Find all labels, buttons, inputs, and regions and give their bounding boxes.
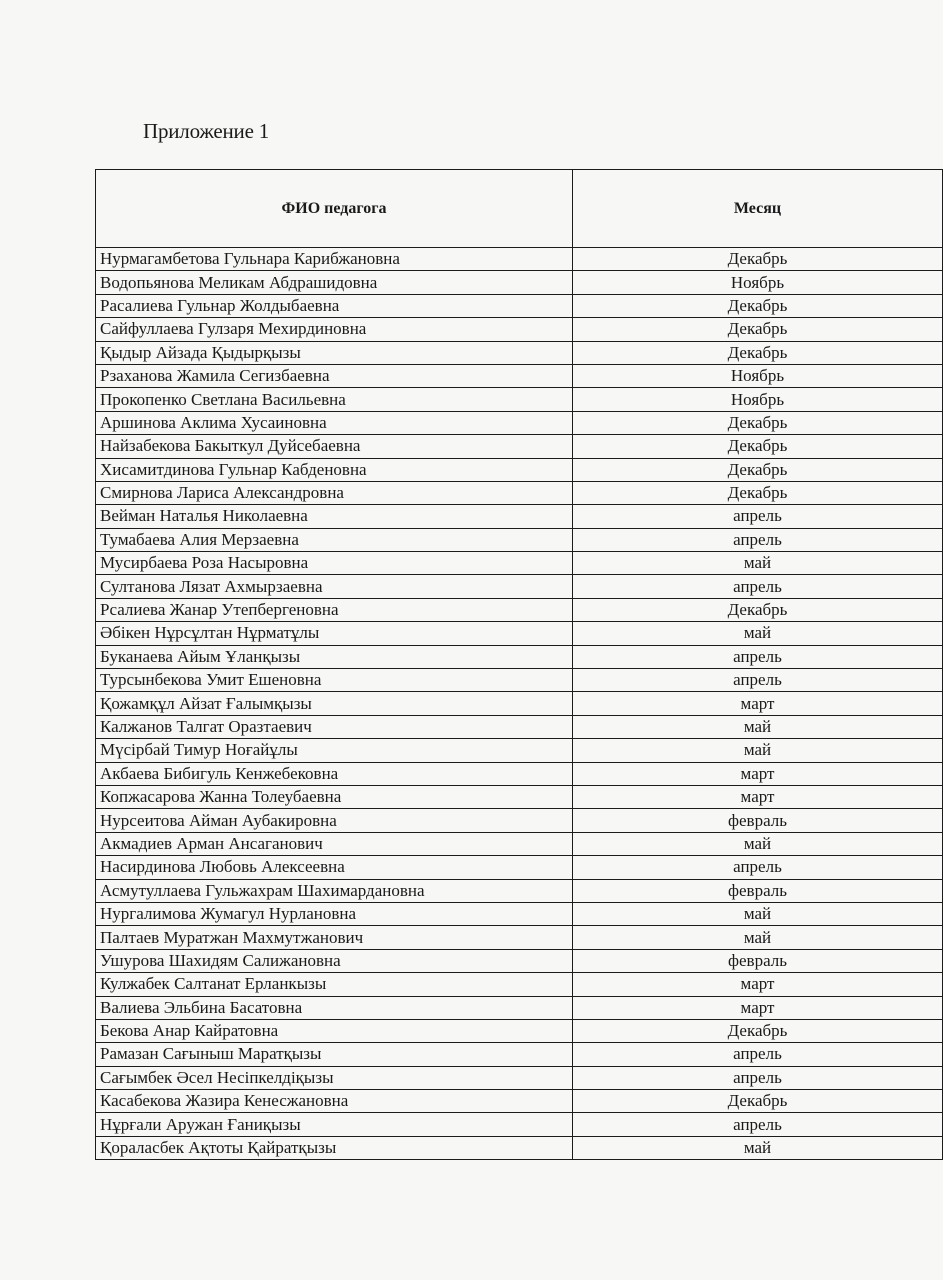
teacher-name: Ушурова Шахидям Салижановна: [96, 949, 573, 972]
table-row: [96, 575, 943, 598]
table-row: [96, 1136, 943, 1159]
table-row: [96, 926, 943, 949]
month-cell: апрель: [573, 1113, 943, 1136]
table-row: [96, 692, 943, 715]
month-cell: апрель: [573, 645, 943, 668]
header-name: ФИО педагога: [96, 170, 573, 248]
teacher-name: Рзаханова Жамила Сегизбаевна: [96, 364, 573, 387]
table-row: [96, 832, 943, 855]
month-cell: Ноябрь: [573, 388, 943, 411]
month-cell: Ноябрь: [573, 364, 943, 387]
teacher-name: Найзабекова Бакыткул Дуйсебаевна: [96, 435, 573, 458]
month-cell: март: [573, 973, 943, 996]
month-cell: Декабрь: [573, 294, 943, 317]
teacher-name: Әбікен Нұрсұлтан Нұрматұлы: [96, 622, 573, 645]
teacher-name: Расалиева Гульнар Жолдыбаевна: [96, 294, 573, 317]
teacher-name: Қораласбек Ақтоты Қайратқызы: [96, 1136, 573, 1159]
teacher-name: Асмутуллаева Гульжахрам Шахимардановна: [96, 879, 573, 902]
table-row: [96, 248, 943, 271]
month-cell: май: [573, 1136, 943, 1159]
month-cell: апрель: [573, 528, 943, 551]
table-row: [96, 879, 943, 902]
table-row: [96, 856, 943, 879]
teacher-name: Қыдыр Айзада Қыдырқызы: [96, 341, 573, 364]
table-row: [96, 528, 943, 551]
month-cell: февраль: [573, 879, 943, 902]
table-body: [96, 248, 943, 1160]
teacher-name: Тумабаева Алия Мерзаевна: [96, 528, 573, 551]
table-row: [96, 902, 943, 925]
month-cell: май: [573, 622, 943, 645]
table-row: [96, 809, 943, 832]
table-row: [96, 411, 943, 434]
teacher-name: Нурсеитова Айман Аубакировна: [96, 809, 573, 832]
table-row: [96, 645, 943, 668]
teacher-name: Нұрғали Аружан Ғаниқызы: [96, 1113, 573, 1136]
table-row: [96, 364, 943, 387]
table-row: [96, 1090, 943, 1113]
table-row: [96, 785, 943, 808]
table-row: [96, 435, 943, 458]
month-cell: Декабрь: [573, 318, 943, 341]
month-cell: май: [573, 715, 943, 738]
month-cell: март: [573, 785, 943, 808]
teacher-name: Палтаев Муратжан Махмутжанович: [96, 926, 573, 949]
month-cell: март: [573, 762, 943, 785]
table-row: [96, 294, 943, 317]
month-cell: май: [573, 926, 943, 949]
month-cell: Декабрь: [573, 341, 943, 364]
table-row: [96, 762, 943, 785]
header-month: Месяц: [573, 170, 943, 248]
teacher-name: Турсынбекова Умит Ешеновна: [96, 669, 573, 692]
teacher-name: Смирнова Лариса Александровна: [96, 481, 573, 504]
teacher-name: Рсалиева Жанар Утепбергеновна: [96, 598, 573, 621]
table-row: [96, 598, 943, 621]
month-cell: март: [573, 996, 943, 1019]
teacher-name: Аршинова Аклима Хусаиновна: [96, 411, 573, 434]
table-row: [96, 739, 943, 762]
table-row: [96, 622, 943, 645]
month-cell: Декабрь: [573, 1090, 943, 1113]
teacher-name: Кулжабек Салтанат Ерланкызы: [96, 973, 573, 996]
table-row: [96, 318, 943, 341]
table-row: [96, 715, 943, 738]
table-row: [96, 458, 943, 481]
table-row: [96, 1066, 943, 1089]
teacher-name: Бекова Анар Кайратовна: [96, 1019, 573, 1042]
teacher-name: Рамазан Сағыныш Маратқызы: [96, 1043, 573, 1066]
month-cell: Декабрь: [573, 435, 943, 458]
teacher-name: Нургалимова Жумагул Нурлановна: [96, 902, 573, 925]
teacher-name: Нурмагамбетова Гульнара Карибжановна: [96, 248, 573, 271]
teacher-name: Қожамқұл Айзат Ғалымқызы: [96, 692, 573, 715]
table-row: [96, 669, 943, 692]
month-cell: май: [573, 902, 943, 925]
table-row: [96, 481, 943, 504]
table-row: [96, 552, 943, 575]
teacher-name: Акмадиев Арман Ансаганович: [96, 832, 573, 855]
teacher-name: Хисамитдинова Гульнар Кабденовна: [96, 458, 573, 481]
month-cell: Декабрь: [573, 1019, 943, 1042]
teacher-name: Прокопенко Светлана Васильевна: [96, 388, 573, 411]
month-cell: февраль: [573, 809, 943, 832]
month-cell: апрель: [573, 669, 943, 692]
month-cell: апрель: [573, 505, 943, 528]
table-row: [96, 1113, 943, 1136]
month-cell: Ноябрь: [573, 271, 943, 294]
month-cell: май: [573, 552, 943, 575]
teacher-name: Сағымбек Әсел Несіпкелдіқызы: [96, 1066, 573, 1089]
teachers-table: [95, 169, 943, 1160]
month-cell: апрель: [573, 575, 943, 598]
teacher-name: Водопьянова Меликам Абдрашидовна: [96, 271, 573, 294]
teacher-name: Калжанов Талгат Оразтаевич: [96, 715, 573, 738]
table-row: [96, 388, 943, 411]
month-cell: апрель: [573, 1043, 943, 1066]
teacher-name: Акбаева Бибигуль Кенжебековна: [96, 762, 573, 785]
month-cell: февраль: [573, 949, 943, 972]
table-row: [96, 1043, 943, 1066]
table-row: [96, 949, 943, 972]
month-cell: апрель: [573, 856, 943, 879]
teacher-name: Касабекова Жазира Кенесжановна: [96, 1090, 573, 1113]
table-row: [96, 505, 943, 528]
table-row: [96, 271, 943, 294]
table-row: [96, 996, 943, 1019]
month-cell: Декабрь: [573, 481, 943, 504]
teacher-name: Вейман Наталья Николаевна: [96, 505, 573, 528]
teacher-name: Мусирбаева Роза Насыровна: [96, 552, 573, 575]
teacher-name: Буканаева Айым Ұланқызы: [96, 645, 573, 668]
month-cell: март: [573, 692, 943, 715]
teacher-name: Насирдинова Любовь Алексеевна: [96, 856, 573, 879]
month-cell: Декабрь: [573, 598, 943, 621]
teacher-name: Копжасарова Жанна Толеубаевна: [96, 785, 573, 808]
month-cell: Декабрь: [573, 248, 943, 271]
document-title: Приложение 1: [143, 119, 270, 143]
table-row: [96, 973, 943, 996]
teacher-name: Султанова Лязат Ахмырзаевна: [96, 575, 573, 598]
table-header-row: [96, 170, 943, 248]
month-cell: май: [573, 739, 943, 762]
table-row: [96, 1019, 943, 1042]
teacher-name: Мүсірбай Тимур Ноғайұлы: [96, 739, 573, 762]
teacher-name: Валиева Эльбина Басатовна: [96, 996, 573, 1019]
month-cell: май: [573, 832, 943, 855]
month-cell: Декабрь: [573, 411, 943, 434]
table-row: [96, 341, 943, 364]
month-cell: Декабрь: [573, 458, 943, 481]
teacher-name: Сайфуллаева Гулзаря Мехирдиновна: [96, 318, 573, 341]
month-cell: апрель: [573, 1066, 943, 1089]
